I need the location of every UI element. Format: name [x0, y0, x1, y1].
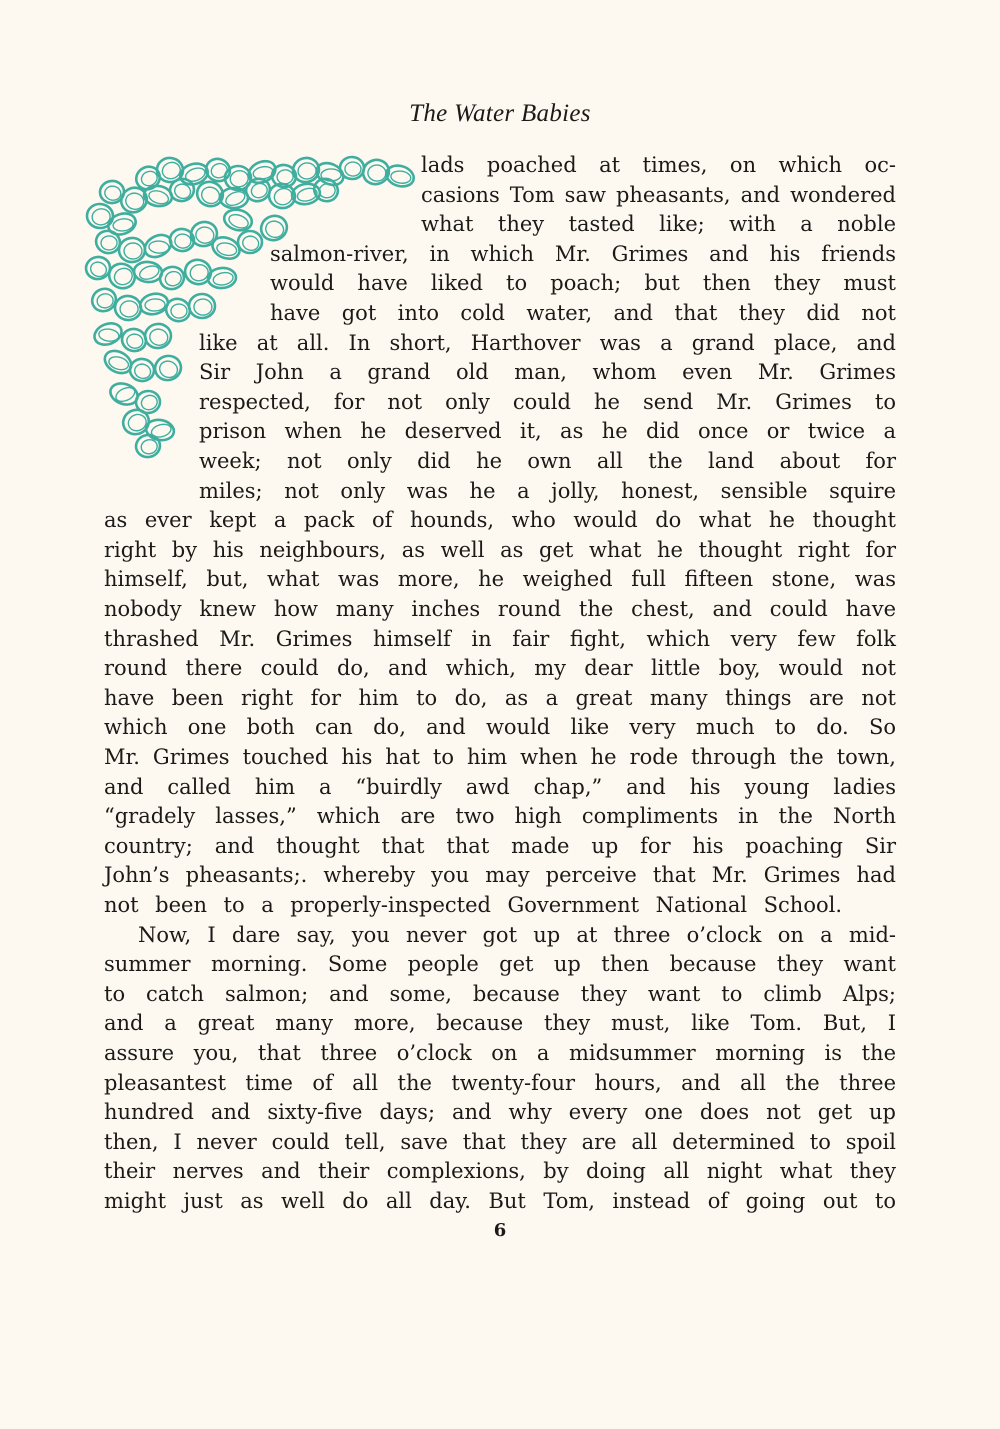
- text-line: which one both can do, and would like very much to do. So: [104, 715, 896, 739]
- page-number: 6: [493, 1220, 507, 1241]
- text-line: to catch salmon; and some, because they want to climb Alps;: [104, 982, 896, 1006]
- text-line: would have liked to poach; but then they must: [270, 271, 896, 295]
- chain-ring-inner: [98, 328, 119, 342]
- text-line: Mr. Grimes touched his hat to him when he rode through the town,: [104, 745, 896, 769]
- chain-ring: [152, 353, 184, 384]
- chain-ring-inner: [390, 170, 411, 185]
- chain-ring-inner: [367, 164, 386, 182]
- text-line: have got into cold water, and that they did not: [270, 301, 896, 325]
- text-line: casions Tom saw pheasants, and wondered: [421, 183, 896, 207]
- text-line: “gradely lasses,” which are two high compliments in the North: [104, 804, 896, 828]
- chain-ring-inner: [149, 241, 170, 254]
- chain-ring: [222, 207, 254, 233]
- text-line: Sir John a grand old man, whom even Mr. Grimes: [199, 360, 896, 384]
- text-line: miles; not only was he a jolly, honest, sensible squire: [199, 479, 896, 503]
- text-line: lads poached at times, on which oc-: [421, 153, 896, 177]
- text-line: hundred and sixty-five days; and why every one does not get up: [104, 1100, 896, 1124]
- chain-ring-inner: [345, 162, 361, 177]
- chain-ring-inner: [171, 304, 187, 318]
- chain-ring-inner: [101, 236, 118, 251]
- text-line: and a great many more, because they must, like Tom. But, I: [104, 1011, 896, 1035]
- chain-ring-inner: [96, 293, 114, 309]
- text-line: pleasantest time of all the twenty-four hours, and all the three: [104, 1071, 896, 1095]
- text-line: might just as well do all day. But Tom, instead of going out to: [104, 1189, 896, 1213]
- text-line: Now, I dare say, you never got up at three o’clock on a mid-: [138, 923, 896, 947]
- chain-ring-inner: [126, 333, 144, 350]
- text-line: nobody knew how many inches round the chest, and could have: [104, 597, 896, 621]
- chain-ring-inner: [276, 169, 294, 185]
- text-line: summer morning. Some people get up then because they want: [104, 952, 896, 976]
- text-line: as ever kept a pack of hounds, who would do what he thought: [104, 508, 896, 532]
- chain-ring: [91, 319, 124, 348]
- text-line: like at all. In short, Harthover was a grand place, and: [199, 331, 896, 355]
- text-line: round there could do, and which, my dear little boy, would not: [104, 656, 896, 680]
- text-line: not been to a properly-inspected Government National School.: [104, 893, 842, 917]
- chain-ring-inner: [193, 298, 212, 315]
- chain-ring-inner: [119, 300, 138, 318]
- text-line: their nerves and their complexions, by doing all night what they: [104, 1159, 896, 1183]
- text-line: right by his neighbours, as well as get what he thought right for: [104, 538, 896, 562]
- text-line: week; not only did he own all the land about for: [199, 449, 896, 473]
- text-line: and called him a “buirdly awd chap,” and his young ladies: [104, 775, 896, 799]
- text-line: assure you, that three o’clock on a midsummer morning is the: [104, 1041, 896, 1065]
- text-line: then, I never could tell, save that they are all determined to spoil: [104, 1130, 896, 1154]
- chain-ring-inner: [298, 162, 317, 179]
- text-line: himself, but, what was more, he weighed full fifteen stone, was: [104, 567, 896, 591]
- text-line: respected, for not only could he send Mr. Grimes to: [199, 390, 896, 414]
- text-line: thrashed Mr. Grimes himself in fair fight, which very few folk: [104, 627, 896, 651]
- text-line: prison when he deserved it, as he did once or twice a: [199, 419, 896, 443]
- text-line: John’s pheasants;. whereby you may perceive that Mr. Grimes had: [104, 863, 896, 887]
- text-line: country; and thought that that made up for his poaching Sir: [104, 834, 896, 858]
- chain-ring-inner: [174, 233, 191, 249]
- text-line: salmon-river, in which Mr. Grimes and his friends: [270, 242, 896, 266]
- chain-ring-inner: [124, 243, 142, 259]
- text-line: have been right for him to do, as a great many things are not: [104, 686, 896, 710]
- text-line: what they tasted like; with a noble: [421, 212, 896, 236]
- chain-ring: [120, 326, 149, 353]
- running-head: The Water Babies: [409, 100, 591, 127]
- chain-ring-inner: [145, 299, 165, 312]
